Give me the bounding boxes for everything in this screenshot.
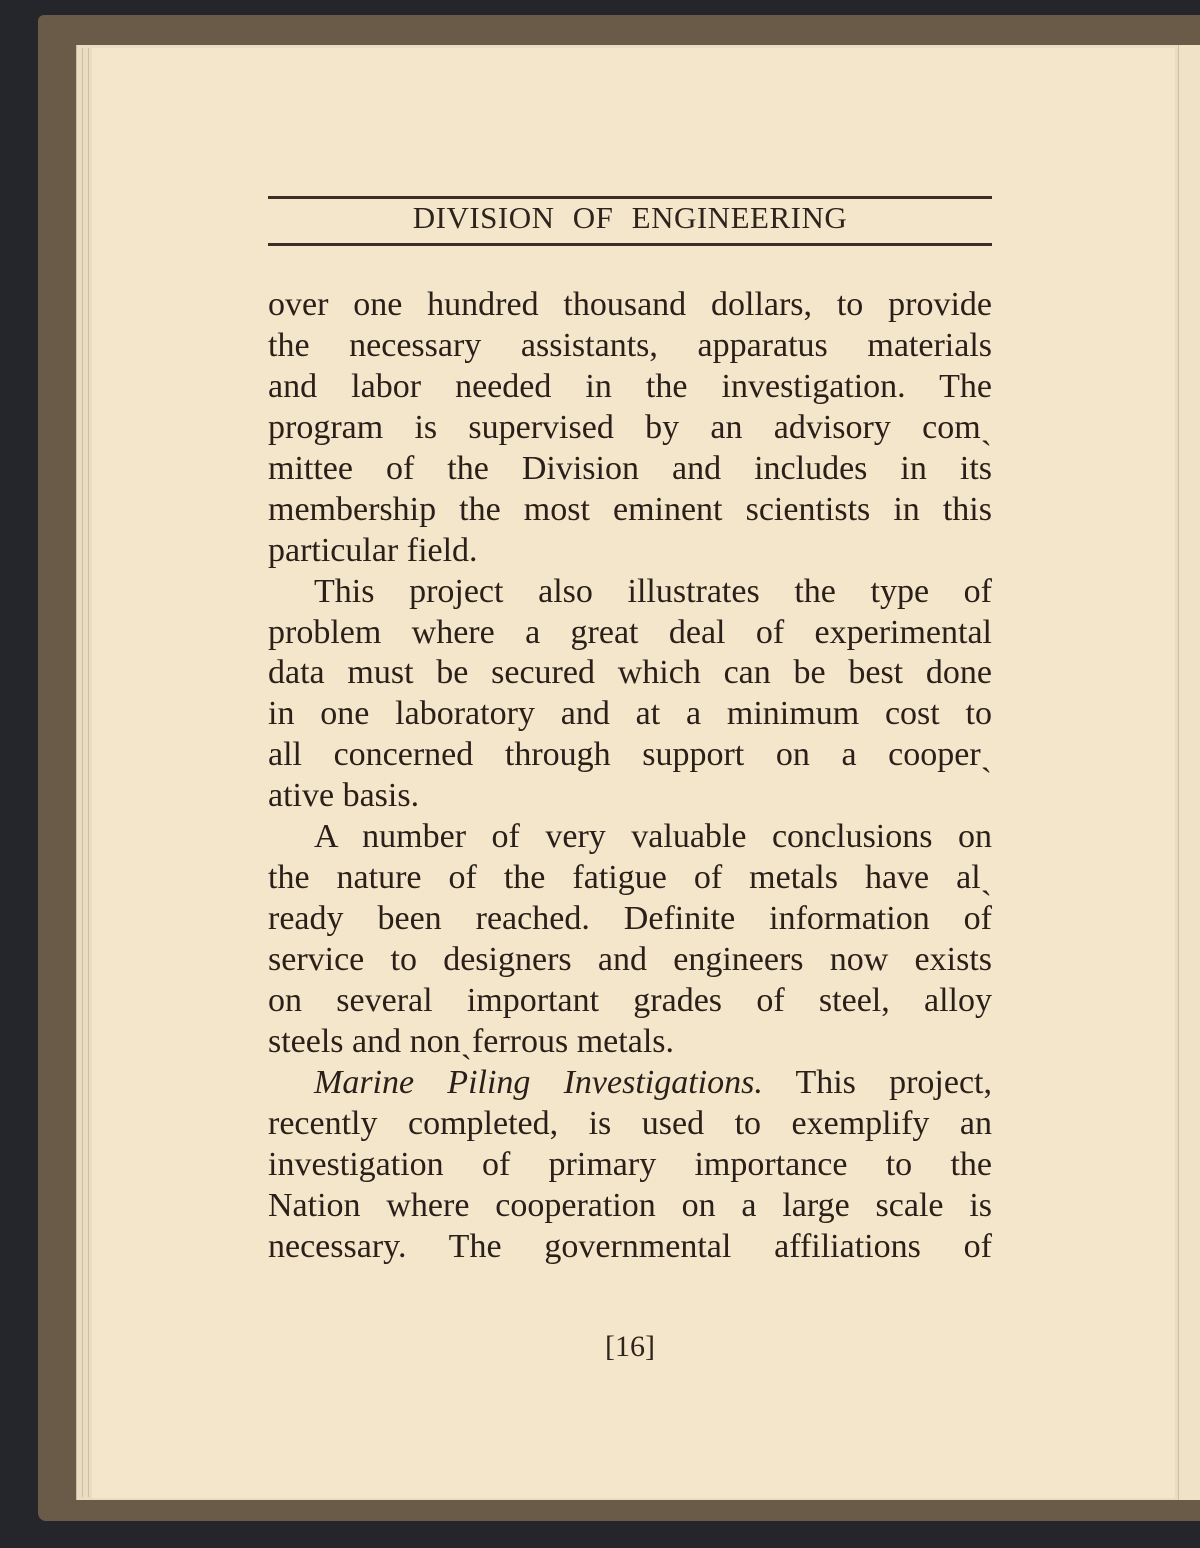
text-line [268, 326, 992, 367]
line-text: data must be secured which can be best done [268, 654, 992, 692]
line-text: steels and nonˎferrous metals. [268, 1022, 674, 1060]
header-rule-bottom [268, 243, 992, 246]
line-text: the nature of the fatigue of metals have alˎ [268, 859, 992, 897]
text-line [268, 285, 992, 326]
line-text: ative basis. [268, 777, 420, 815]
text-line [268, 367, 992, 408]
line-text: particular field. [268, 531, 478, 569]
body-text [268, 285, 992, 1268]
text-line [268, 817, 992, 858]
running-head: DIVISION OF ENGINEERING [412, 200, 848, 235]
facing-page-edge [1178, 45, 1200, 1500]
text-line [268, 735, 992, 776]
text-line [268, 1145, 992, 1186]
line-text: recently completed, is used to exemplify an [268, 1104, 992, 1142]
text-line [268, 572, 992, 613]
line-text: mittee of the Division and includes in its [268, 449, 992, 487]
line-text: the necessary assistants, apparatus materials [268, 326, 992, 364]
line-text: necessary. The governmental affiliations of [268, 1227, 992, 1265]
text-line [268, 490, 992, 531]
text-line [268, 776, 992, 817]
line-text: problem where a great deal of experimental [268, 613, 992, 651]
text-line [268, 653, 992, 694]
text-line [268, 858, 992, 899]
text-line [268, 1186, 992, 1227]
line-text: and labor needed in the investigation. The [268, 367, 992, 405]
section-title: Marine Piling Investigations. [314, 1063, 763, 1101]
text-line [268, 1104, 992, 1145]
text-line [268, 899, 992, 940]
line-text: service to designers and engineers now exists [268, 941, 992, 978]
line-text: in one laboratory and at a minimum cost to [268, 695, 992, 733]
line-text: Nation where cooperation on a large scale is [268, 1186, 992, 1224]
line-text: This project also illustrates the type of [314, 572, 992, 610]
header-rule-top [268, 196, 992, 199]
text-line [268, 1227, 992, 1268]
line-text: ready been reached. Definite information of [268, 900, 992, 938]
line-text: program is supervised by an advisory comˎ [268, 408, 992, 446]
text-line [268, 694, 992, 735]
line-text: over one hundred thousand dollars, to provide [268, 286, 992, 323]
line-text: A number of very valuable conclusions on [314, 818, 992, 856]
text-line [268, 940, 992, 981]
page-number: [16] [605, 1330, 655, 1363]
text-line [268, 613, 992, 654]
text-line [268, 449, 992, 490]
line-text: This project, [762, 1063, 992, 1101]
text-line [268, 408, 992, 449]
line-text: investigation of primary importance to the [268, 1145, 992, 1183]
text-line [268, 1063, 992, 1104]
line-text: all concerned through support on a cooperˎ [268, 736, 992, 774]
line-text: membership the most eminent scientists in this [268, 490, 992, 528]
line-text: on several important grades of steel, alloy [268, 981, 992, 1019]
text-line [268, 531, 992, 572]
text-line [268, 981, 992, 1022]
text-line [268, 1022, 992, 1063]
